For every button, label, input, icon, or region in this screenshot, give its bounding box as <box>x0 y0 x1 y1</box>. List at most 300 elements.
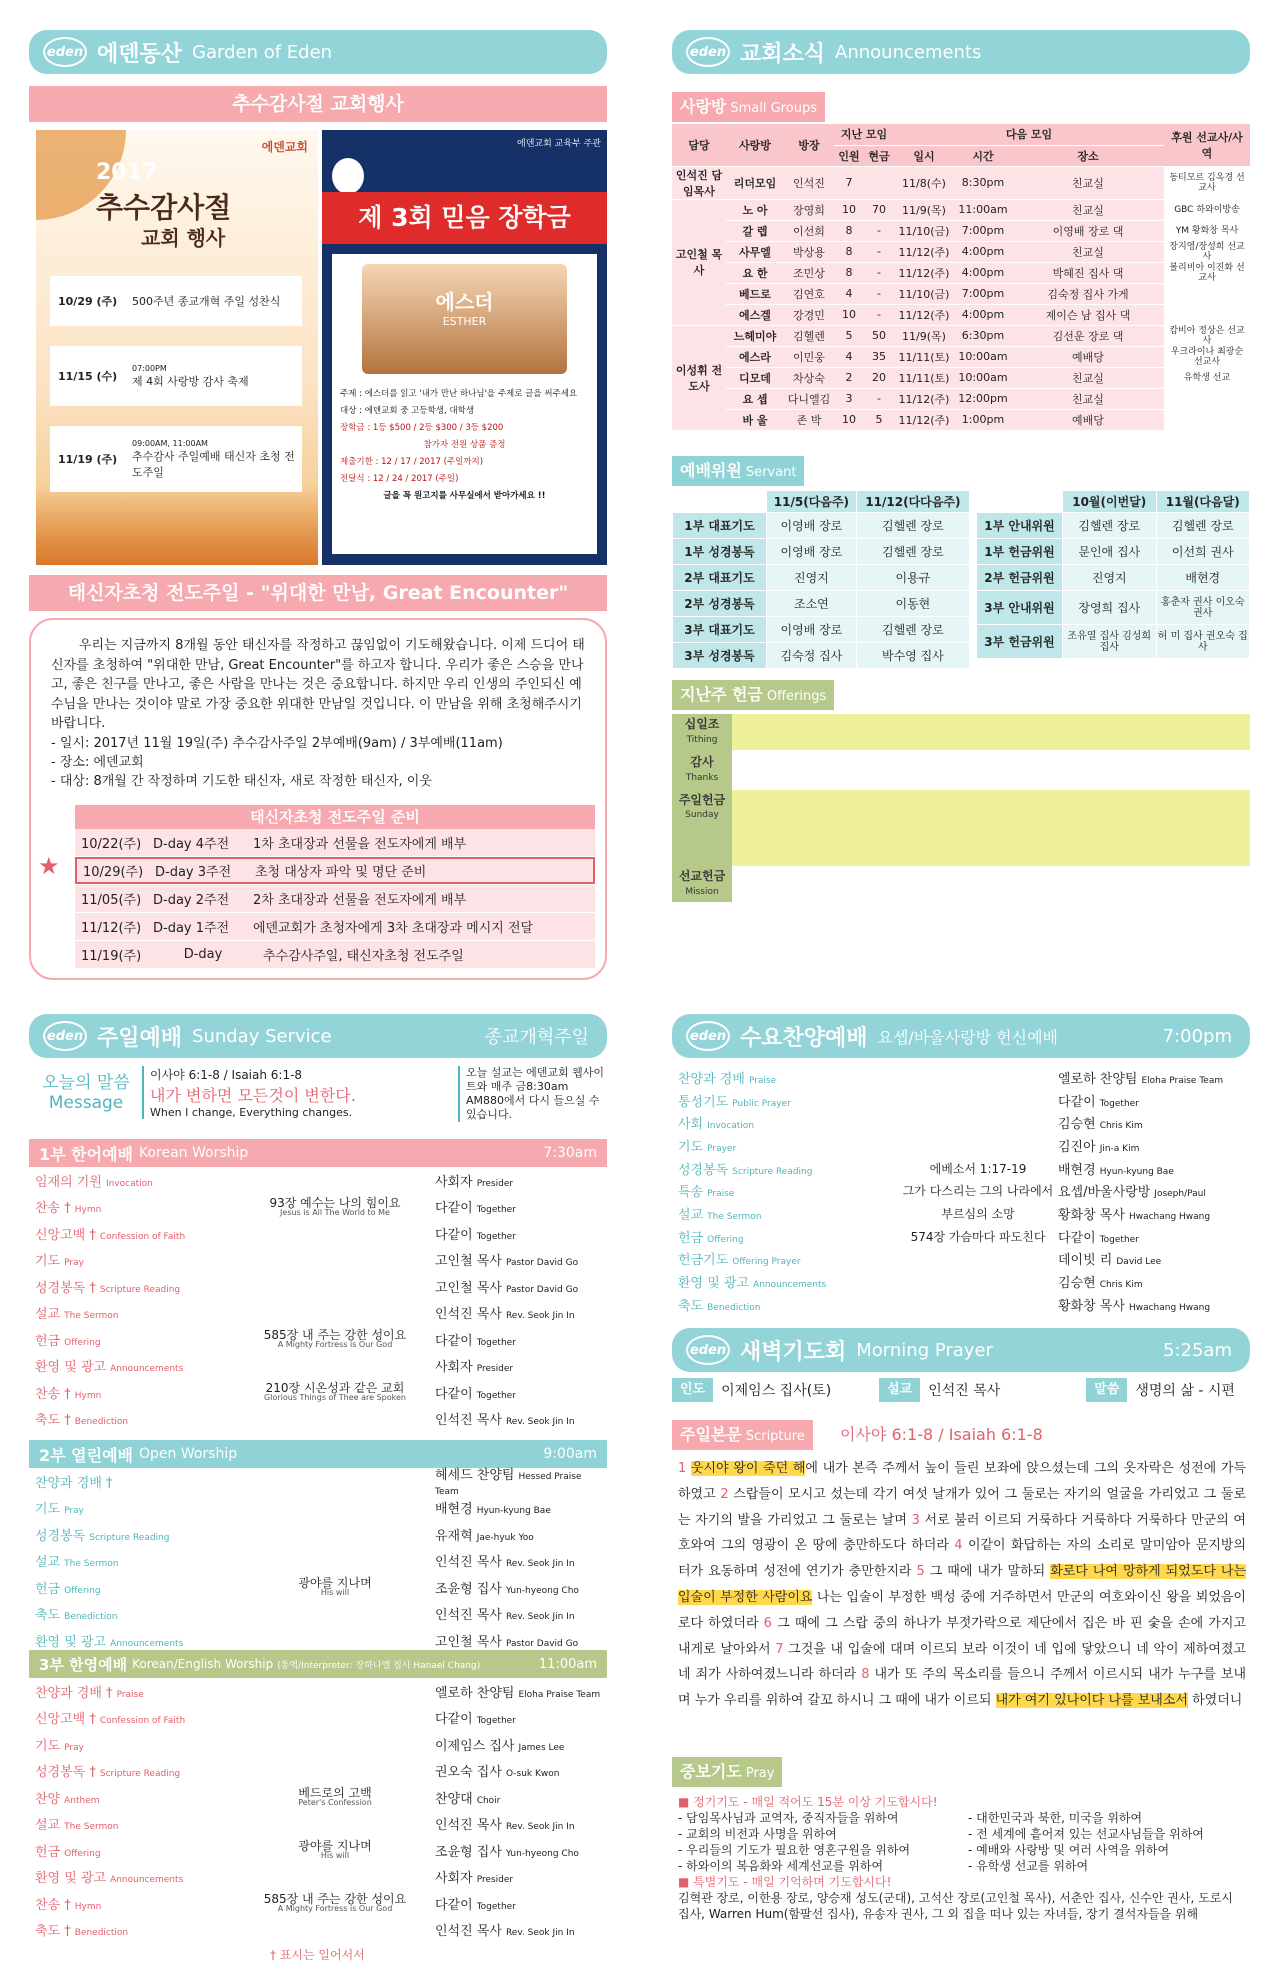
service-leader <box>435 1814 605 1833</box>
table-cell: 제이슨 남 집사 댁 <box>1012 304 1164 325</box>
s3-bar <box>29 1650 607 1678</box>
leader-ko: 엘로하 찬양팀 <box>1058 1071 1138 1087</box>
detail-ko: 93장 예수는 나의 힘이요 <box>269 1195 401 1210</box>
table-cell: 10 <box>834 199 864 220</box>
offering-en: Sunday <box>685 810 719 821</box>
wed-row <box>678 1270 1248 1293</box>
service-row <box>35 1864 605 1891</box>
table-row <box>673 591 970 617</box>
offering-tag-en: Offerings <box>766 689 827 704</box>
scholarship-poster <box>322 130 607 565</box>
servant-tag-label: 예배위원 <box>680 461 742 480</box>
s3-list <box>35 1678 605 1943</box>
table-row <box>672 304 1250 325</box>
leader-en: Together <box>476 1390 516 1401</box>
service-row <box>35 1705 605 1732</box>
item-en: Announcements <box>753 1280 827 1291</box>
s2-title: 2부 열린예배 <box>39 1445 133 1465</box>
service-item <box>35 1920 235 1939</box>
service-leader <box>435 1894 605 1913</box>
table-cell: 8:30pm <box>954 166 1012 199</box>
item-ko: 설교 <box>35 1307 61 1323</box>
table-cell: 11/10(금) <box>894 220 954 241</box>
prep-row <box>75 885 595 912</box>
table-cell: 예배당 <box>1012 346 1164 367</box>
col-header: 10월(이번달) <box>1063 491 1157 513</box>
leader-en: Presider <box>476 1364 514 1375</box>
service-row <box>35 1406 605 1433</box>
wed-list <box>678 1066 1248 1316</box>
service-row <box>35 1521 605 1548</box>
service-row <box>35 1731 605 1758</box>
table-cell: 10 <box>834 304 864 325</box>
item-en: Pray <box>64 1506 84 1517</box>
groups-table <box>672 124 1250 431</box>
leader-en: Hyun-kyung Bae <box>1099 1166 1174 1177</box>
footnote: † 표시는 일어서서 <box>270 1948 365 1962</box>
event-time: 09:00AM, 11:00AM <box>132 438 208 448</box>
service-row <box>35 1353 605 1380</box>
service-item <box>35 1761 235 1780</box>
item-en: Confession of Faith <box>99 1716 186 1727</box>
morning-value: 인석진 목사 <box>928 1383 1001 1399</box>
service-leader <box>435 1525 605 1544</box>
service-leader <box>435 1578 605 1597</box>
service-leader <box>435 1356 605 1375</box>
leader-ko: 조윤형 집사 <box>435 1581 502 1597</box>
table-row <box>672 199 1250 220</box>
event-text: 추수감사 주일예배 태신자 초청 전도주일 <box>132 449 295 479</box>
morning-header <box>672 1328 1250 1372</box>
col-header: 시간 <box>954 145 1012 166</box>
poster-title1: 추수감사절 <box>96 191 232 224</box>
table-cell <box>864 166 894 199</box>
service-leader <box>435 1383 605 1402</box>
invite-info-line: - 장소: 에덴교회 <box>51 754 144 770</box>
wed-leader <box>1058 1068 1248 1087</box>
prep-list <box>75 829 595 968</box>
table-cell: 5 <box>864 409 894 430</box>
group-mission <box>1164 283 1250 304</box>
table-cell: 이영배 장로 댁 <box>1012 220 1164 241</box>
wed-row <box>678 1179 1248 1202</box>
service-leader <box>435 1277 605 1296</box>
leader-en: Hwachang Hwang <box>1128 1302 1211 1313</box>
s3-sub: (통역/Interpreter: 장하나엘 집사 Hanael Chang) <box>277 1660 481 1671</box>
offering-ko: 주일헌금 <box>678 793 726 807</box>
wed-leader <box>1058 1091 1248 1110</box>
table-cell: 1:00pm <box>954 409 1012 430</box>
item-ko: 헌금 <box>678 1230 704 1246</box>
item-ko: 축도 <box>678 1298 704 1314</box>
s3-time: 11:00am <box>538 1656 597 1672</box>
wed-item <box>678 1272 898 1291</box>
msg-label-ko: 오늘의 말씀 <box>42 1073 130 1093</box>
role-name: 진영지 <box>1063 565 1157 591</box>
item-ko: 헌금 <box>35 1333 61 1349</box>
item-ko: 성경봉독 <box>35 1528 86 1544</box>
service-row <box>35 1784 605 1811</box>
table-cell: 바 울 <box>726 409 784 430</box>
service-item <box>35 1682 235 1701</box>
prep-row-highlight <box>75 857 595 884</box>
detail-ko: 광야를 지나며 <box>298 1839 372 1854</box>
msg-ref: 이사야 6:1-8 / Isaiah 6:1-8 <box>150 1068 303 1082</box>
service-row <box>35 1917 605 1944</box>
table-cell: 11/8(수) <box>894 166 954 199</box>
s1-bar <box>29 1139 607 1167</box>
table-cell: 8 <box>834 262 864 283</box>
autumn-leaves-bottom-icon <box>36 485 318 565</box>
event-text: 제 4회 사랑방 감사 축제 <box>132 374 249 388</box>
leader-ko: 헤세드 찬양팀 <box>435 1468 515 1484</box>
poster2-org: 에덴교회 교육부 주관 <box>517 139 601 149</box>
service-row <box>35 1837 605 1864</box>
table-cell: 11/12(주) <box>894 241 954 262</box>
service-leader <box>435 1250 605 1269</box>
offering-tag-label: 지난주 헌금 <box>680 685 763 704</box>
item-en: Benediction <box>74 1417 129 1428</box>
role-name: 조유열 집사 김성희 집사 <box>1063 625 1157 659</box>
verse-text: 이같이 화답하는 자의 소리로 말미암아 문지방의 터가 요동하며 성전에 연기가 충만한지라 <box>678 1538 1247 1580</box>
service-item <box>35 1383 235 1402</box>
table-row <box>672 388 1250 409</box>
wed-item <box>678 1249 898 1268</box>
service-detail <box>235 1382 435 1402</box>
leader-en: Choir <box>476 1795 501 1806</box>
table-cell: 사무엘 <box>726 241 784 262</box>
prep-dday: D-day <box>183 947 223 962</box>
pray-tag-en: Pray <box>745 1766 775 1781</box>
table-cell: 7 <box>834 166 864 199</box>
service-item <box>35 1841 235 1860</box>
service-leader <box>435 1303 605 1322</box>
prep-text: 초청 대상자 파악 및 명단 준비 <box>255 865 427 880</box>
morning-value: 생명의 삶 - 시편 <box>1135 1383 1235 1399</box>
service-row <box>35 1758 605 1785</box>
service-leader <box>435 1498 605 1517</box>
leader-ko: 배현경 <box>1058 1162 1096 1178</box>
service-leader <box>435 1867 605 1886</box>
item-en: Prayer <box>707 1143 737 1154</box>
wed-detail: 574장 가슴마다 파도친다 <box>910 1229 1046 1244</box>
table-cell: 8 <box>834 241 864 262</box>
verse-text: 나는 입술이 부정한 백성 중에 거주하면서 만군의 여호와이신 왕을 뵈었음이로다 하였더라 <box>678 1589 1246 1631</box>
service-item <box>35 1498 235 1517</box>
s2-list <box>35 1468 605 1654</box>
pray-item: - 전 세계에 흩어져 있는 선교사님들을 위하여 <box>968 1827 1204 1841</box>
leader-ko: 엘로하 찬양팀 <box>435 1685 515 1701</box>
verse-text: 하였더니 <box>1187 1693 1243 1709</box>
leader-ko: 데이빗 리 <box>1058 1253 1113 1269</box>
leader-en: O-suk Kwon <box>505 1769 560 1780</box>
table-cell: 11/12(주) <box>894 409 954 430</box>
leader-ko: 다같이 <box>435 1712 473 1728</box>
prep-date: 11/19(주) <box>81 949 142 964</box>
table-row <box>672 409 1250 430</box>
s1-en: Korean Worship <box>138 1145 249 1161</box>
service-item <box>35 1277 235 1296</box>
prep-dday: D-day 3주전 <box>155 865 232 880</box>
item-en: Praise <box>116 1689 144 1700</box>
role-label: 1부 헌금위원 <box>977 539 1063 565</box>
table-cell: 7:00pm <box>954 283 1012 304</box>
leader-en: Presider <box>476 1875 514 1886</box>
leader-en: James Lee <box>518 1742 565 1753</box>
service-detail <box>235 1893 435 1913</box>
table-cell: - <box>864 220 894 241</box>
offering-ko: 십일조 <box>684 717 720 732</box>
item-ko: 찬양과 경배 <box>678 1071 745 1087</box>
col-header: 11/12(다다음주) <box>856 491 969 513</box>
item-en: Announcements <box>110 1364 184 1375</box>
role-label: 2부 헌금위원 <box>977 565 1063 591</box>
verse-highlight: 화로다 나여 망하게 되었도다 나는 입술이 부정한 사람이요 <box>678 1564 1247 1605</box>
leader-en: Pastor David Go <box>505 1284 579 1295</box>
wed-row <box>678 1225 1248 1248</box>
leader-en: Pastor David Go <box>505 1258 579 1269</box>
groups-tag-label: 사랑방 <box>680 97 727 116</box>
col-header: 인원 <box>834 145 864 166</box>
item-ko: 찬송 † <box>35 1201 71 1217</box>
service-row <box>35 1273 605 1300</box>
leader-ko: 배현경 <box>435 1502 473 1518</box>
service-item <box>35 1472 235 1491</box>
item-en: Scripture Reading <box>89 1532 170 1543</box>
table-cell: 20 <box>864 367 894 388</box>
table-cell: 에스겔 <box>726 304 784 325</box>
table-cell: 다니엘김 <box>784 388 834 409</box>
servant-tag-en: Servant <box>745 465 797 480</box>
item-en: Benediction <box>64 1612 118 1623</box>
item-ko: 통성기도 <box>678 1094 729 1110</box>
item-ko: 설교 <box>35 1555 61 1571</box>
item-en: Announcements <box>110 1638 184 1649</box>
poster-event <box>50 276 302 326</box>
item-en: The Sermon <box>64 1559 119 1570</box>
service-row <box>35 1379 605 1406</box>
eden-logo-icon: eden <box>686 1021 730 1051</box>
prep-date: 11/05(주) <box>81 893 142 908</box>
leader-ko: 인석진 목사 <box>435 1608 502 1624</box>
leader-ko: 다같이 <box>435 1201 473 1217</box>
message-label <box>36 1068 136 1113</box>
table-cell: 11:00am <box>954 199 1012 220</box>
table-cell: - <box>864 388 894 409</box>
wed-sub: 요셉/바울사랑방 헌신예배 <box>877 1027 1059 1047</box>
wed-row <box>678 1248 1248 1271</box>
table-cell: - <box>864 304 894 325</box>
item-en: Offering <box>707 1234 744 1245</box>
item-en: Offering <box>64 1585 101 1596</box>
wed-item <box>678 1295 898 1314</box>
eden-logo-icon: eden <box>43 37 87 67</box>
offering-value <box>732 866 1250 902</box>
verse-text: 서로 불러 이르되 거룩하다 거룩하다 거룩하다 만군의 여호와여 그의 영광이 온 땅에 충만하도다 하더라 <box>678 1512 1246 1554</box>
pray-box <box>678 1794 1246 1922</box>
leader-ko: 인석진 목사 <box>435 1818 502 1834</box>
service-item <box>35 1330 235 1349</box>
offering-ko: 감사 <box>690 755 714 770</box>
wed-leader <box>1058 1181 1248 1200</box>
table-cell: 예배당 <box>1012 409 1164 430</box>
table-cell: 10:00am <box>954 367 1012 388</box>
item-en: Offering <box>64 1848 101 1859</box>
table-cell: 갈 렙 <box>726 220 784 241</box>
prep-date: 10/22(주) <box>81 837 142 852</box>
book-title-en: ESTHER <box>442 315 487 328</box>
item-en: Confession of Faith <box>99 1231 186 1242</box>
item-en: Scripture Reading <box>732 1166 813 1177</box>
item-en: Invocation <box>105 1178 153 1189</box>
prep-row <box>75 829 595 856</box>
wed-title: 수요찬양예배 <box>740 1025 868 1051</box>
table-cell: 5 <box>834 325 864 346</box>
table-row <box>673 565 970 591</box>
service-leader <box>435 1224 605 1243</box>
service-row <box>35 1574 605 1601</box>
table-row <box>977 565 1250 591</box>
offering-en: Mission <box>685 886 719 897</box>
leader-en: Together <box>476 1716 516 1727</box>
ann-title-en: Announcements <box>835 41 982 63</box>
role-name: 김헬렌 장로 <box>856 539 969 565</box>
service-detail <box>235 1577 435 1597</box>
table-row <box>672 220 1250 241</box>
leader-ko: 사회자 <box>435 1360 473 1376</box>
table-cell: 디모데 <box>726 367 784 388</box>
item-ko: 헌금 <box>35 1844 61 1860</box>
role-name: 홍춘자 권사 이오숙 권사 <box>1156 591 1250 625</box>
group-mission: GBC 하와이방송 <box>1164 199 1250 220</box>
offering-value <box>732 714 1250 750</box>
table-cell: 리더모임 <box>726 166 784 199</box>
leader-ko: 인석진 목사 <box>435 1555 502 1571</box>
wed-row <box>678 1134 1248 1157</box>
table-cell: 3 <box>834 388 864 409</box>
table-cell: 친교실 <box>1012 166 1164 199</box>
item-ko: 기도 <box>35 1738 61 1754</box>
leader-ko: 다같이 <box>435 1897 473 1913</box>
table-cell: 4:00pm <box>954 304 1012 325</box>
table-row <box>977 591 1250 625</box>
garden-title-en: Garden of Eden <box>192 41 333 63</box>
pray-item: - 대한민국과 북한, 미국을 위하여 <box>968 1811 1143 1825</box>
item-ko: 기도 <box>678 1139 704 1155</box>
item-en: Hymn <box>74 1205 102 1216</box>
item-ko: 임재의 기원 <box>35 1174 102 1190</box>
table-cell: - <box>864 283 894 304</box>
detail-ko: 베드로의 고백 <box>298 1786 372 1801</box>
service-row <box>35 1326 605 1353</box>
role-name: 이동현 <box>856 591 969 617</box>
group-mission <box>1164 304 1250 325</box>
item-ko: 신앙고백 † <box>35 1227 96 1243</box>
service-row <box>35 1194 605 1221</box>
service-leader <box>435 1788 605 1807</box>
leader-ko: 인석진 목사 <box>435 1307 502 1323</box>
item-ko: 기도 <box>35 1254 61 1270</box>
offering-tag <box>672 680 834 710</box>
table-row <box>672 262 1250 283</box>
poster2-title: 제 3회 믿음 장학금 <box>322 192 607 244</box>
event-text: 500주년 종교개혁 주일 성찬식 <box>132 295 281 308</box>
s3-title: 3부 한영예배 <box>39 1655 128 1674</box>
group-mission: 볼리비아 이진화 선교사 <box>1164 262 1250 283</box>
s1-title: 1부 한어예배 <box>39 1144 133 1164</box>
table-cell: 35 <box>864 346 894 367</box>
leader-en: Hyun-kyung Bae <box>476 1506 551 1517</box>
poster2-line: 대상 : 에덴교회 중 고등학생, 대학생 <box>340 406 475 416</box>
leader-ko: 김진아 <box>1058 1139 1096 1155</box>
leader-en: Hessed Praise Team <box>435 1472 582 1498</box>
service-row <box>35 1247 605 1274</box>
role-name: 배현경 <box>1156 565 1250 591</box>
leader-en: Yun-hyeong Cho <box>505 1585 579 1596</box>
table-row <box>977 513 1250 539</box>
ann-header <box>672 30 1250 74</box>
wed-leader <box>1058 1295 1248 1314</box>
verse-text: 내가 또 주의 목소리를 들으니 주께서 이르시되 내가 누구를 보내며 누가 우리를 위하여 갈꼬 하시니 그 때에 내가 이르되 <box>678 1667 1247 1709</box>
table-cell: 이선희 <box>784 220 834 241</box>
table-cell: 11/11(토) <box>894 346 954 367</box>
group-mission: 장지영/장성희 선교사 <box>1164 241 1250 262</box>
service-row <box>35 1468 605 1498</box>
item-en: Anthem <box>64 1795 100 1806</box>
table-cell: 10 <box>834 409 864 430</box>
group-leader: 고인철 목 사 <box>672 199 726 325</box>
table-cell: 친교실 <box>1012 367 1164 388</box>
wed-row <box>678 1157 1248 1180</box>
role-name: 김헬렌 장로 <box>1063 513 1157 539</box>
service-leader <box>435 1409 605 1428</box>
role-name: 박수영 집사 <box>856 643 969 669</box>
service-item <box>35 1303 235 1322</box>
group-leader: 인석진 담임목사 <box>672 166 726 199</box>
detail-en: A Mighty Fortress is Our God <box>277 1340 393 1350</box>
item-ko: 환영 및 광고 <box>678 1276 750 1292</box>
leader-ko: 고인철 목사 <box>435 1634 502 1650</box>
table-cell: 조민상 <box>784 262 834 283</box>
table-cell: 7:00pm <box>954 220 1012 241</box>
poster2-line: 참가자 전원 상품 증정 <box>423 440 506 450</box>
wed-leader <box>1058 1159 1248 1178</box>
item-en: Scripture Reading <box>99 1284 181 1295</box>
table-row <box>977 625 1250 659</box>
service-leader <box>435 1682 605 1701</box>
wed-leader <box>1058 1249 1248 1268</box>
wed-row <box>678 1293 1248 1316</box>
verse-number: 8 <box>861 1667 875 1683</box>
service-leader <box>435 1464 605 1498</box>
leader-en: Presider <box>476 1178 514 1189</box>
pray-special: 김혁관 장로, 이한용 장로, 양승재 성도(군대), 고석산 장로(고인철 목사), 서춘안 집사, 신수안 권사, 도로시 집사, Warren Hum(함팔선 집사), 유송자 권사, 그 외 집을 떠나 있는 자녀들, 장기 결석자들을 위해 <box>678 1891 1233 1921</box>
col-header: 후원 선교사/사역 <box>1164 124 1250 166</box>
event-date: 11/19 (주) <box>58 453 118 466</box>
table-cell: 12:00pm <box>954 388 1012 409</box>
leader-en: Rev. Seok Jin In <box>505 1311 575 1322</box>
leader-en: Joseph/Paul <box>1154 1189 1206 1200</box>
table-cell: 김숙정 집사 가게 <box>1012 283 1164 304</box>
table-row <box>672 241 1250 262</box>
service-detail <box>235 1787 435 1807</box>
offering-label <box>672 866 732 902</box>
item-ko: 설교 <box>35 1818 61 1834</box>
pray-tag-label: 중보기도 <box>680 1762 742 1781</box>
leader-ko: 고인철 목사 <box>435 1254 502 1270</box>
service-item <box>35 1604 235 1623</box>
table-row <box>672 367 1250 388</box>
